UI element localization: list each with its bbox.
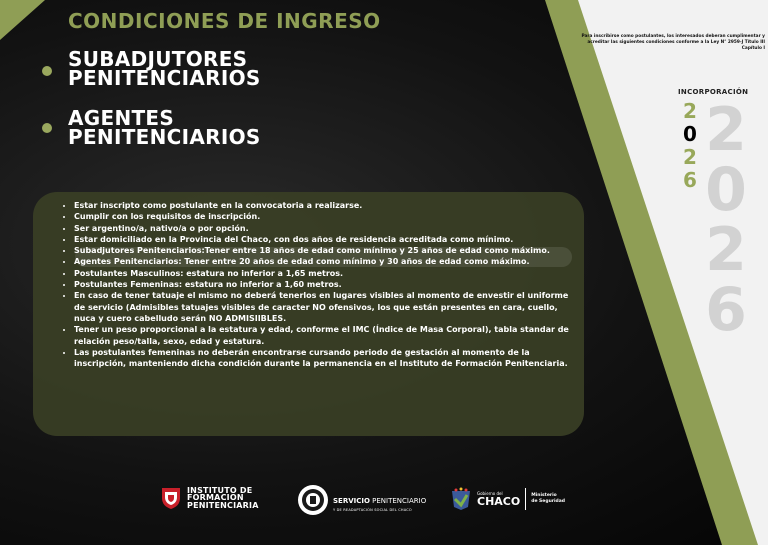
category-subadjutores — [68, 47, 261, 90]
requirement-item: • Las postulantes femeninas no deberán encontrarse cursando periodo de gestación al momento de la inscripción, manteniendo dicha condición durante la permanencia en el Instituto de Formación Penitenciaria. — [74, 347, 579, 370]
bullet-dot-agentes — [42, 123, 52, 133]
sp-emblem-icon — [297, 484, 329, 516]
ministry-name — [531, 493, 565, 505]
category-line: AGENTES — [68, 106, 175, 130]
year-digit: 2 — [705, 95, 747, 165]
year-digit: 0 — [683, 122, 697, 146]
bullet-dot-subadjutores — [42, 66, 52, 76]
requirement-item: • Cumplir con los requisitos de inscripción. — [74, 211, 579, 222]
ifp-line: FORMACION — [187, 493, 244, 503]
chaco-name — [477, 491, 520, 507]
sp-title-bold: SERVICIO — [333, 497, 370, 505]
requirement-item: • En caso de tener tatuaje el mismo no deberá tenerlos en lugares visibles al momento de envestir el uniforme de servicio (Admisibles tatuajes visibles de caracter NO ofensivos, los que están presentes en cara, cuello, nuca y cuero cabelludo serán NO ADMISIIBLES. — [74, 290, 579, 324]
year-digit: 2 — [683, 99, 697, 123]
page-title: CONDICIONES DE INGRESO — [68, 9, 381, 33]
requirements-list — [58, 200, 579, 369]
chaco-emblem-icon — [450, 487, 472, 511]
year-digit: 2 — [705, 215, 747, 285]
requirement-item: • Tener un peso proporcional a la estatura y edad, conforme el IMC (Índice de Masa Corporal), tabla standar de relación peso/talla, sexo, edad y estatura. — [74, 324, 579, 347]
incorporation-label: INCORPORACIÓN — [678, 88, 749, 96]
requirement-item: • Subadjutores Penitenciarios:Tener entre 18 años de edad como mínimo y 25 años de edad como máximo. — [74, 245, 579, 256]
ministry-line: Ministerio — [531, 493, 557, 498]
logo-separator — [525, 488, 526, 510]
corner-stripe — [0, 0, 60, 50]
chaco-big: CHACO — [477, 495, 521, 508]
legal-notice: Para inscribirse como postulantes, los interesados deberan cumplimentar y acreditar las siguientes condiciones conforme a la Ley N° 2959-J Título III Capítulo I — [581, 34, 765, 51]
big-year — [690, 95, 762, 345]
requirement-item: • Ser argentino/a, nativo/a o por opción. — [74, 223, 579, 234]
requirement-item: • Postulantes Femeninas: estatura no inferior a 1,60 metros. — [74, 279, 579, 290]
ifp-line: PENITENCIARIA — [187, 500, 259, 510]
requirement-item: • Estar inscripto como postulante en la convocatoria a realizarse. — [74, 200, 579, 211]
category-line: PENITENCIARIOS — [68, 66, 261, 90]
year-digit: 0 — [705, 155, 747, 225]
year-digit: 6 — [705, 275, 747, 345]
sp-name — [333, 488, 426, 512]
small-year — [680, 100, 700, 192]
sp-subtitle: Y DE READAPTACIÓN SOCIAL DEL CHACO — [333, 508, 412, 512]
category-line: PENITENCIARIOS — [68, 125, 261, 149]
year-digit: 2 — [683, 145, 697, 169]
ifp-line: INSTITUTO DE — [187, 485, 253, 495]
chaco-small: Gobierno del — [477, 491, 503, 496]
category-line: SUBADJUTORES — [68, 47, 248, 71]
sp-title-rest: PENITENCIARIO — [369, 497, 427, 505]
category-agentes — [68, 106, 261, 149]
ifp-shield-icon — [160, 486, 182, 510]
chaco-logo — [450, 487, 565, 511]
requirement-item: • Agentes Penitenciarios: Tener entre 20 años de edad como mínimo y 30 años de edad como máximo. — [74, 256, 579, 267]
requirement-item: • Postulantes Masculinos: estatura no inferior a 1,65 metros. — [74, 268, 579, 279]
ministry-line: de Seguridad — [531, 499, 566, 504]
sp-logo — [297, 484, 426, 516]
requirement-item: • Estar domiciliado en la Provincia del Chaco, con dos años de residencia acreditada como mínimo. — [74, 234, 579, 245]
year-digit: 6 — [683, 168, 697, 192]
ifp-logo — [160, 486, 259, 510]
ifp-name — [187, 487, 259, 510]
